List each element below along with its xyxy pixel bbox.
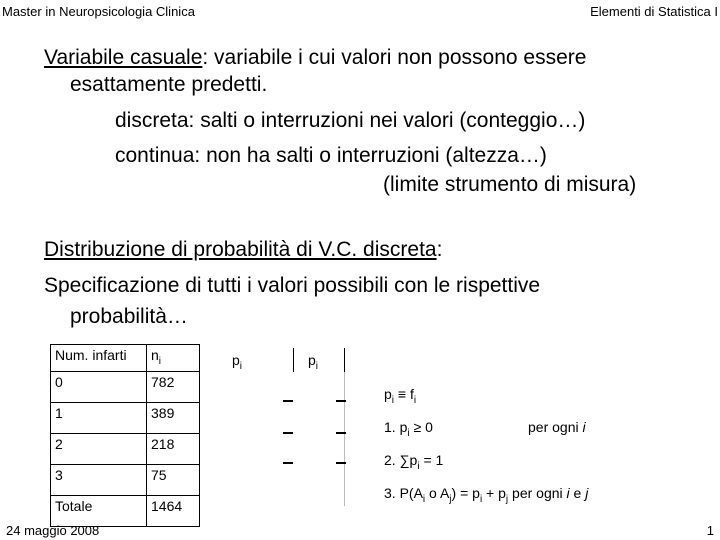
row-label: 3 bbox=[51, 465, 147, 496]
table-row bbox=[51, 496, 200, 527]
term-distribution: Distribuzione di probabilità di V.C. discreta bbox=[44, 238, 437, 261]
table-row bbox=[51, 434, 200, 465]
distribution-colon: : bbox=[436, 238, 443, 261]
column-divider bbox=[344, 348, 345, 372]
continuous-description: continua: non ha salti o interruzioni (altezza…) bbox=[115, 144, 547, 167]
row-value: 1464 bbox=[147, 496, 200, 527]
frequency-table bbox=[50, 344, 200, 527]
column-header-pi-2: $p_i$ bbox=[308, 352, 319, 372]
term-random-variable: Variabile casuale bbox=[44, 46, 203, 69]
table-row bbox=[51, 372, 200, 403]
table-header-row bbox=[51, 345, 200, 372]
definition-text: : variabile i cui valori non possono essere bbox=[202, 46, 587, 69]
column-divider bbox=[344, 372, 345, 506]
rule-additivity: 3. $P(A_i$ o $A_j) = p_i + p_j$ per ogni i e j bbox=[384, 485, 589, 505]
row-label: 2 bbox=[51, 434, 147, 465]
rule-nonnegative-qualifier: per ogni i bbox=[528, 419, 586, 435]
column-header-pi: $p_i$ bbox=[232, 352, 243, 372]
blank-cell-marker bbox=[336, 400, 346, 402]
row-value: 389 bbox=[147, 403, 200, 434]
rule-pi-equals-fi: $p_i \equiv f_i$ bbox=[384, 386, 417, 406]
blank-cell-marker bbox=[283, 432, 293, 434]
footer-date: 24 maggio 2008 bbox=[6, 523, 100, 538]
definition-random-variable bbox=[44, 44, 586, 71]
table-row bbox=[51, 403, 200, 434]
discrete-description: discreta: salti o interruzioni nei valori (conteggio…) bbox=[115, 109, 586, 132]
blank-cell-marker bbox=[283, 400, 293, 402]
blank-cell-marker bbox=[336, 462, 346, 464]
measurement-limit-note: (limite strumento di misura) bbox=[383, 173, 637, 196]
distribution-specification-continuation: probabilità… bbox=[70, 305, 188, 328]
definition-continuation: esattamente predetti. bbox=[70, 73, 268, 96]
row-label: 0 bbox=[51, 372, 147, 403]
row-label: 1 bbox=[51, 403, 147, 434]
header-course-title: Master in Neuropsicologia Clinica bbox=[2, 4, 195, 19]
header-slide-topic: Elementi di Statistica I bbox=[590, 4, 718, 19]
page-number: 1 bbox=[706, 523, 714, 538]
row-value: 218 bbox=[147, 434, 200, 465]
header-ni: $n_i$ bbox=[147, 345, 200, 372]
rule-sum-to-one: 2. $\sum p_i = 1$ bbox=[384, 452, 444, 472]
row-label: Totale bbox=[51, 496, 147, 527]
distribution-heading bbox=[44, 236, 442, 263]
blank-cell-marker bbox=[283, 462, 293, 464]
column-divider bbox=[293, 348, 294, 372]
header-num-infarti: Num. infarti bbox=[51, 345, 147, 372]
row-value: 75 bbox=[147, 465, 200, 496]
table-row bbox=[51, 465, 200, 496]
row-value: 782 bbox=[147, 372, 200, 403]
distribution-specification: Specificazione di tutti i valori possibili con le rispettive bbox=[44, 274, 541, 297]
blank-cell-marker bbox=[336, 432, 346, 434]
rule-nonnegative: 1. $p_i \ge 0$ bbox=[384, 419, 433, 439]
